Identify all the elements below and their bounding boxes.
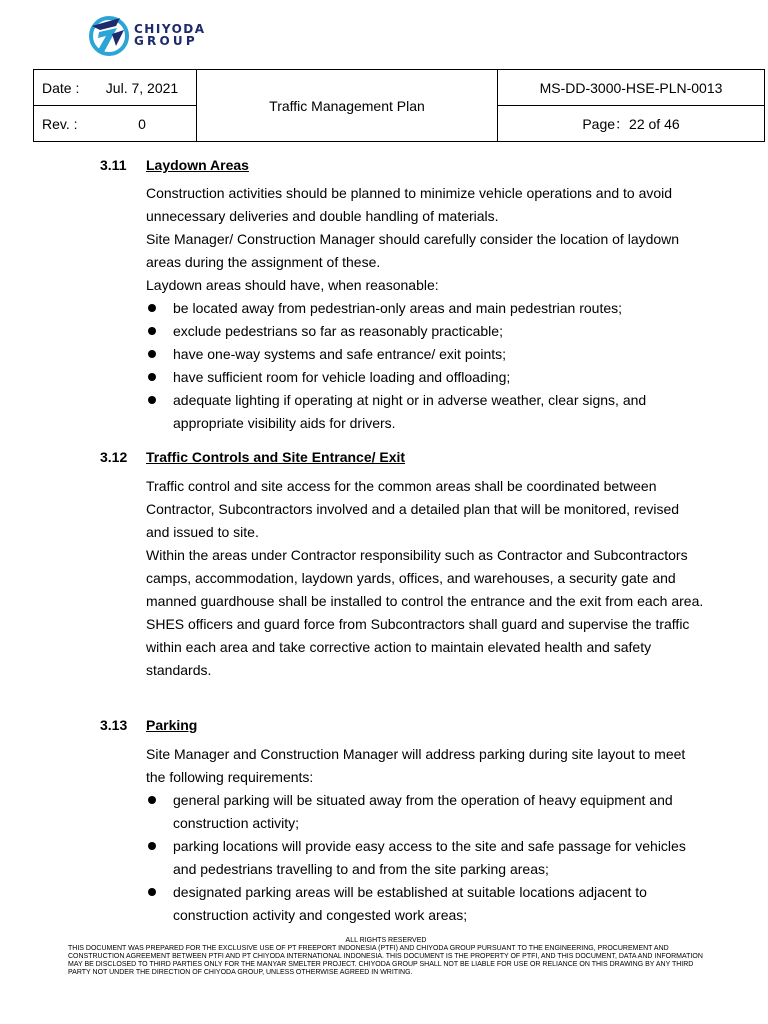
section-number: 3.12 <box>100 449 128 465</box>
paragraph: Traffic control and site access for the common areas shall be coordinated between Contractor, Subcontractors involved and a detailed plan that will be monitored, revised and issued to site. <box>146 478 680 540</box>
logo-group: GROUP <box>134 34 198 48</box>
date-label: Date : <box>42 79 80 96</box>
footer <box>68 937 704 977</box>
date-value: Jul. 7, 2021 <box>105 79 179 96</box>
section-number: 3.13 <box>100 717 128 733</box>
date-cell <box>34 70 197 106</box>
section-heading: Parking <box>146 717 198 733</box>
list-item: have sufficient room for vehicle loading and offloading; <box>146 366 706 389</box>
paragraph: Site Manager/ Construction Manager should carefully consider the location of laydown areas during the assignment of these. <box>146 231 680 270</box>
list-item: general parking will be situated away from the operation of heavy equipment and construction activity; <box>146 789 706 835</box>
document-title: Traffic Management Plan <box>197 70 498 142</box>
disclaimer: THIS DOCUMENT WAS PREPARED FOR THE EXCLUSIVE USE OF PT FREEPORT INDONESIA (PTFI) AND CHIYODA GROUP PURSUANT TO THE ENGINEERING, PROCUREMENT AND CONSTRUCTION AGREEMENT BETWEEN PTFI AND PT CHIYODA INTERNATIONAL INDONESIA. THIS DOCUMENT IS THE PROPERTY OF PTFI, AND THIS DOCUMENT, DATA AND INFORMATION MAY BE DISCLOSED TO THIRD PARTIES ONLY FOR THE MANYAR SMELTER PROJECT. CHIYODA GROUP SHALL NOT BE LIABLE FOR USE OR RELIANCE ON THIS DRAWING BY ANY THIRD PARTY NOT UNDER THE DIRECTION OF CHIYODA GROUP, UNLESS OTHERWISE AGREED IN WRITING. <box>68 945 703 976</box>
paragraph: Within the areas under Contractor responsibility such as Contractor and Subcontractors camps, accommodation, laydown yards, offices, and warehouses, a security gate and manned guardhouse shall be installed to control the entrance and the exit from each area. <box>146 547 704 609</box>
logo-name: CHIYODA <box>134 22 206 36</box>
company-logo <box>86 12 206 60</box>
page-number: Page：22 of 46 <box>498 106 765 142</box>
section-body <box>146 182 706 435</box>
list-item: adequate lighting if operating at night or in adverse weather, clear signs, and appropriate visibility aids for drivers. <box>146 389 706 435</box>
list-item: have one-way systems and safe entrance/ exit points; <box>146 343 706 366</box>
paragraph: Construction activities should be planned to minimize vehicle operations and to avoid unnecessary deliveries and double handling of materials. <box>146 185 673 224</box>
section-body <box>146 743 706 927</box>
list-item: parking locations will provide easy access to the site and safe passage for vehicles and pedestrians travelling to and from the site parking areas; <box>146 835 706 881</box>
list-item: be located away from pedestrian-only areas and main pedestrian routes; <box>146 297 706 320</box>
paragraph: Site Manager and Construction Manager will address parking during site layout to meet the following requirements: <box>146 746 686 785</box>
paragraph: Laydown areas should have, when reasonable: <box>146 277 439 293</box>
section-body <box>146 475 706 682</box>
bullet-list <box>146 789 706 927</box>
document-number: MS-DD-3000-HSE-PLN-0013 <box>498 70 765 106</box>
section-number: 3.11 <box>100 157 127 173</box>
paragraph: SHES officers and guard force from Subcontractors shall guard and supervise the traffic within each area and take corrective action to maintain elevated health and safety standards. <box>146 616 690 678</box>
rev-value: 0 <box>138 115 146 132</box>
section-heading: Traffic Controls and Site Entrance/ Exit <box>146 449 406 465</box>
section-heading: Laydown Areas <box>146 157 249 173</box>
chiyoda-logo-icon <box>86 12 132 58</box>
rights-reserved: ALL RIGHTS RESERVED <box>345 937 427 944</box>
list-item: exclude pedestrians so far as reasonably practicable; <box>146 320 706 343</box>
rev-label: Rev. : <box>42 115 78 132</box>
document-header-table <box>33 69 765 142</box>
bullet-list <box>146 297 706 435</box>
list-item: designated parking areas will be established at suitable locations adjacent to construction activity and congested work areas; <box>146 881 706 927</box>
rev-cell <box>34 106 197 142</box>
